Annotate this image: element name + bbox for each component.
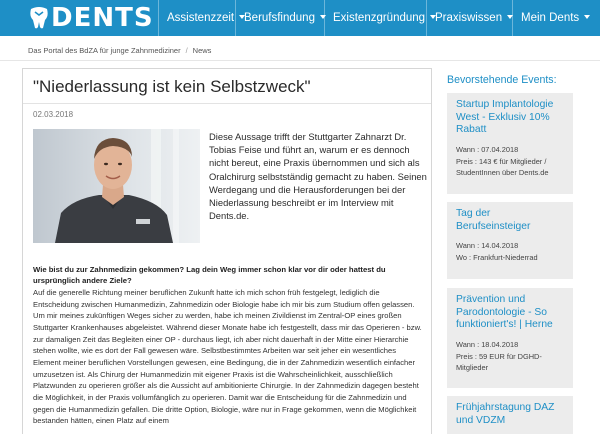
logo-text: DENTS bbox=[51, 3, 154, 33]
nav-existenzgruendung[interactable]: Existenzgründung bbox=[324, 0, 444, 36]
article-date: 02.03.2018 bbox=[33, 110, 74, 119]
breadcrumb-separator: / bbox=[185, 46, 188, 55]
event-card[interactable] bbox=[447, 93, 573, 194]
nav-assistenzzeit[interactable]: Assistenzzeit bbox=[158, 0, 253, 36]
event-card[interactable] bbox=[447, 396, 573, 434]
breadcrumb bbox=[28, 46, 211, 55]
nav-berufsfindung[interactable]: Berufsfindung bbox=[235, 0, 334, 36]
title-divider bbox=[23, 103, 431, 104]
nav-praxiswissen[interactable]: Praxiswissen bbox=[426, 0, 521, 36]
dents-logo[interactable] bbox=[28, 4, 154, 32]
event-title[interactable]: Prävention und Parodontologie - So funktioniert's! | Herne bbox=[456, 294, 553, 331]
event-price: Preis : 59 EUR für DGHD-Mitglieder bbox=[456, 351, 542, 373]
event-title[interactable]: Startup Implantologie West - Exklusiv 10% Rabatt bbox=[456, 99, 554, 136]
article-intro: Diese Aussage trifft der Stuttgarter Zahnarzt Dr. Tobias Feise und führt an, warum er es dennoch nicht bereut, eine Praxis übernommen und sich als Oralchirurg selbstständig gemacht zu haben. Seinen Werdegang und die Herausforderungen bei der Niederlassung beschreibt er im Interview mit Dents.de. bbox=[209, 131, 427, 222]
header-divider bbox=[0, 60, 600, 61]
event-date: Wann : 18.04.2018 bbox=[456, 339, 519, 349]
author-photo bbox=[33, 129, 200, 243]
event-location: Wo : Frankfurt-Niederrad bbox=[456, 252, 538, 262]
event-title[interactable]: Tag der Berufseinsteiger bbox=[456, 208, 531, 232]
event-date: Wann : 07.04.2018 bbox=[456, 144, 519, 154]
nav-mein-dents[interactable]: Mein Dents bbox=[512, 0, 598, 36]
event-card[interactable] bbox=[447, 288, 573, 388]
interview-question: Wie bist du zur Zahnmedizin gekommen? Lag dein Weg immer schon klar vor dir oder hattest du ursprünglich andere Ziele? bbox=[33, 265, 386, 285]
events-heading: Bevorstehende Events: bbox=[447, 74, 557, 86]
top-navbar bbox=[0, 0, 600, 36]
breadcrumb-current[interactable]: News bbox=[192, 46, 212, 55]
event-date: Wann : 14.04.2018 bbox=[456, 241, 519, 251]
event-price: Preis : 143 € für Mitglieder / StudentInnen über Dents.de bbox=[456, 156, 549, 178]
event-card[interactable] bbox=[447, 202, 573, 279]
article-body: Auf die generelle Richtung meiner beruflichen Zukunft hatte ich mich schon früh festgelegt, lediglich die Entscheidung zwischen Humanmedizin, Zahnmedizin oder Biologie habe ich mir bis zum Studium offen gelassen. Um mir meines zukünftigen Weges sicher zu werden, habe ich meinen Zivildienst im Zentral-OP eines großen Stuttgarter Krankenhauses abgeleistet. Während dieser Monate habe ich festgestellt, dass mir das Operieren - bzw. zur damaligen Zeit das Begleiten einer OP - durchaus liegt, ich aber nicht dauerhaft in der Mitte einer Hierarchie stehen wollte, wie es dort der Fall gewesen wäre. Selbstbestimmtes Arbeiten war seit jeher ein wesentliches Element meiner beruflichen Vorstellungen gewesen, eine Bedingung, die in der Zahnmedizin wesentlich einfacher umzusetzen ist. Als Chirurg der Humanmedizin mit eigener Praxis ist die Wahrscheinlichkeit, ausschließlich Platzwunden zu operieren größer als die Aussicht auf ambitionierte Chirurgie. In der Zahnmedizin dagegen besteht die Möglichkeit, in der Praxis vollumfänglich zu operieren. Damit war die Entscheidung für die Zahnmedizin und gegen die Humanmedizin gefallen. Die dritte Option, Biologie, wäre nur in Frage gekommen, wenn die Möglichkeit bestanden hätten, einen Platz auf einem bbox=[33, 288, 422, 426]
breadcrumb-home-link[interactable]: Das Portal des BdZA für junge Zahnmediziner bbox=[28, 46, 181, 55]
event-title[interactable]: Frühjahrstagung DAZ und VDZM bbox=[456, 402, 555, 426]
tooth-icon bbox=[28, 6, 50, 30]
chevron-down-icon bbox=[584, 15, 590, 19]
article-title: "Niederlassung ist kein Selbstzweck" bbox=[33, 77, 311, 96]
article-card bbox=[22, 68, 432, 434]
